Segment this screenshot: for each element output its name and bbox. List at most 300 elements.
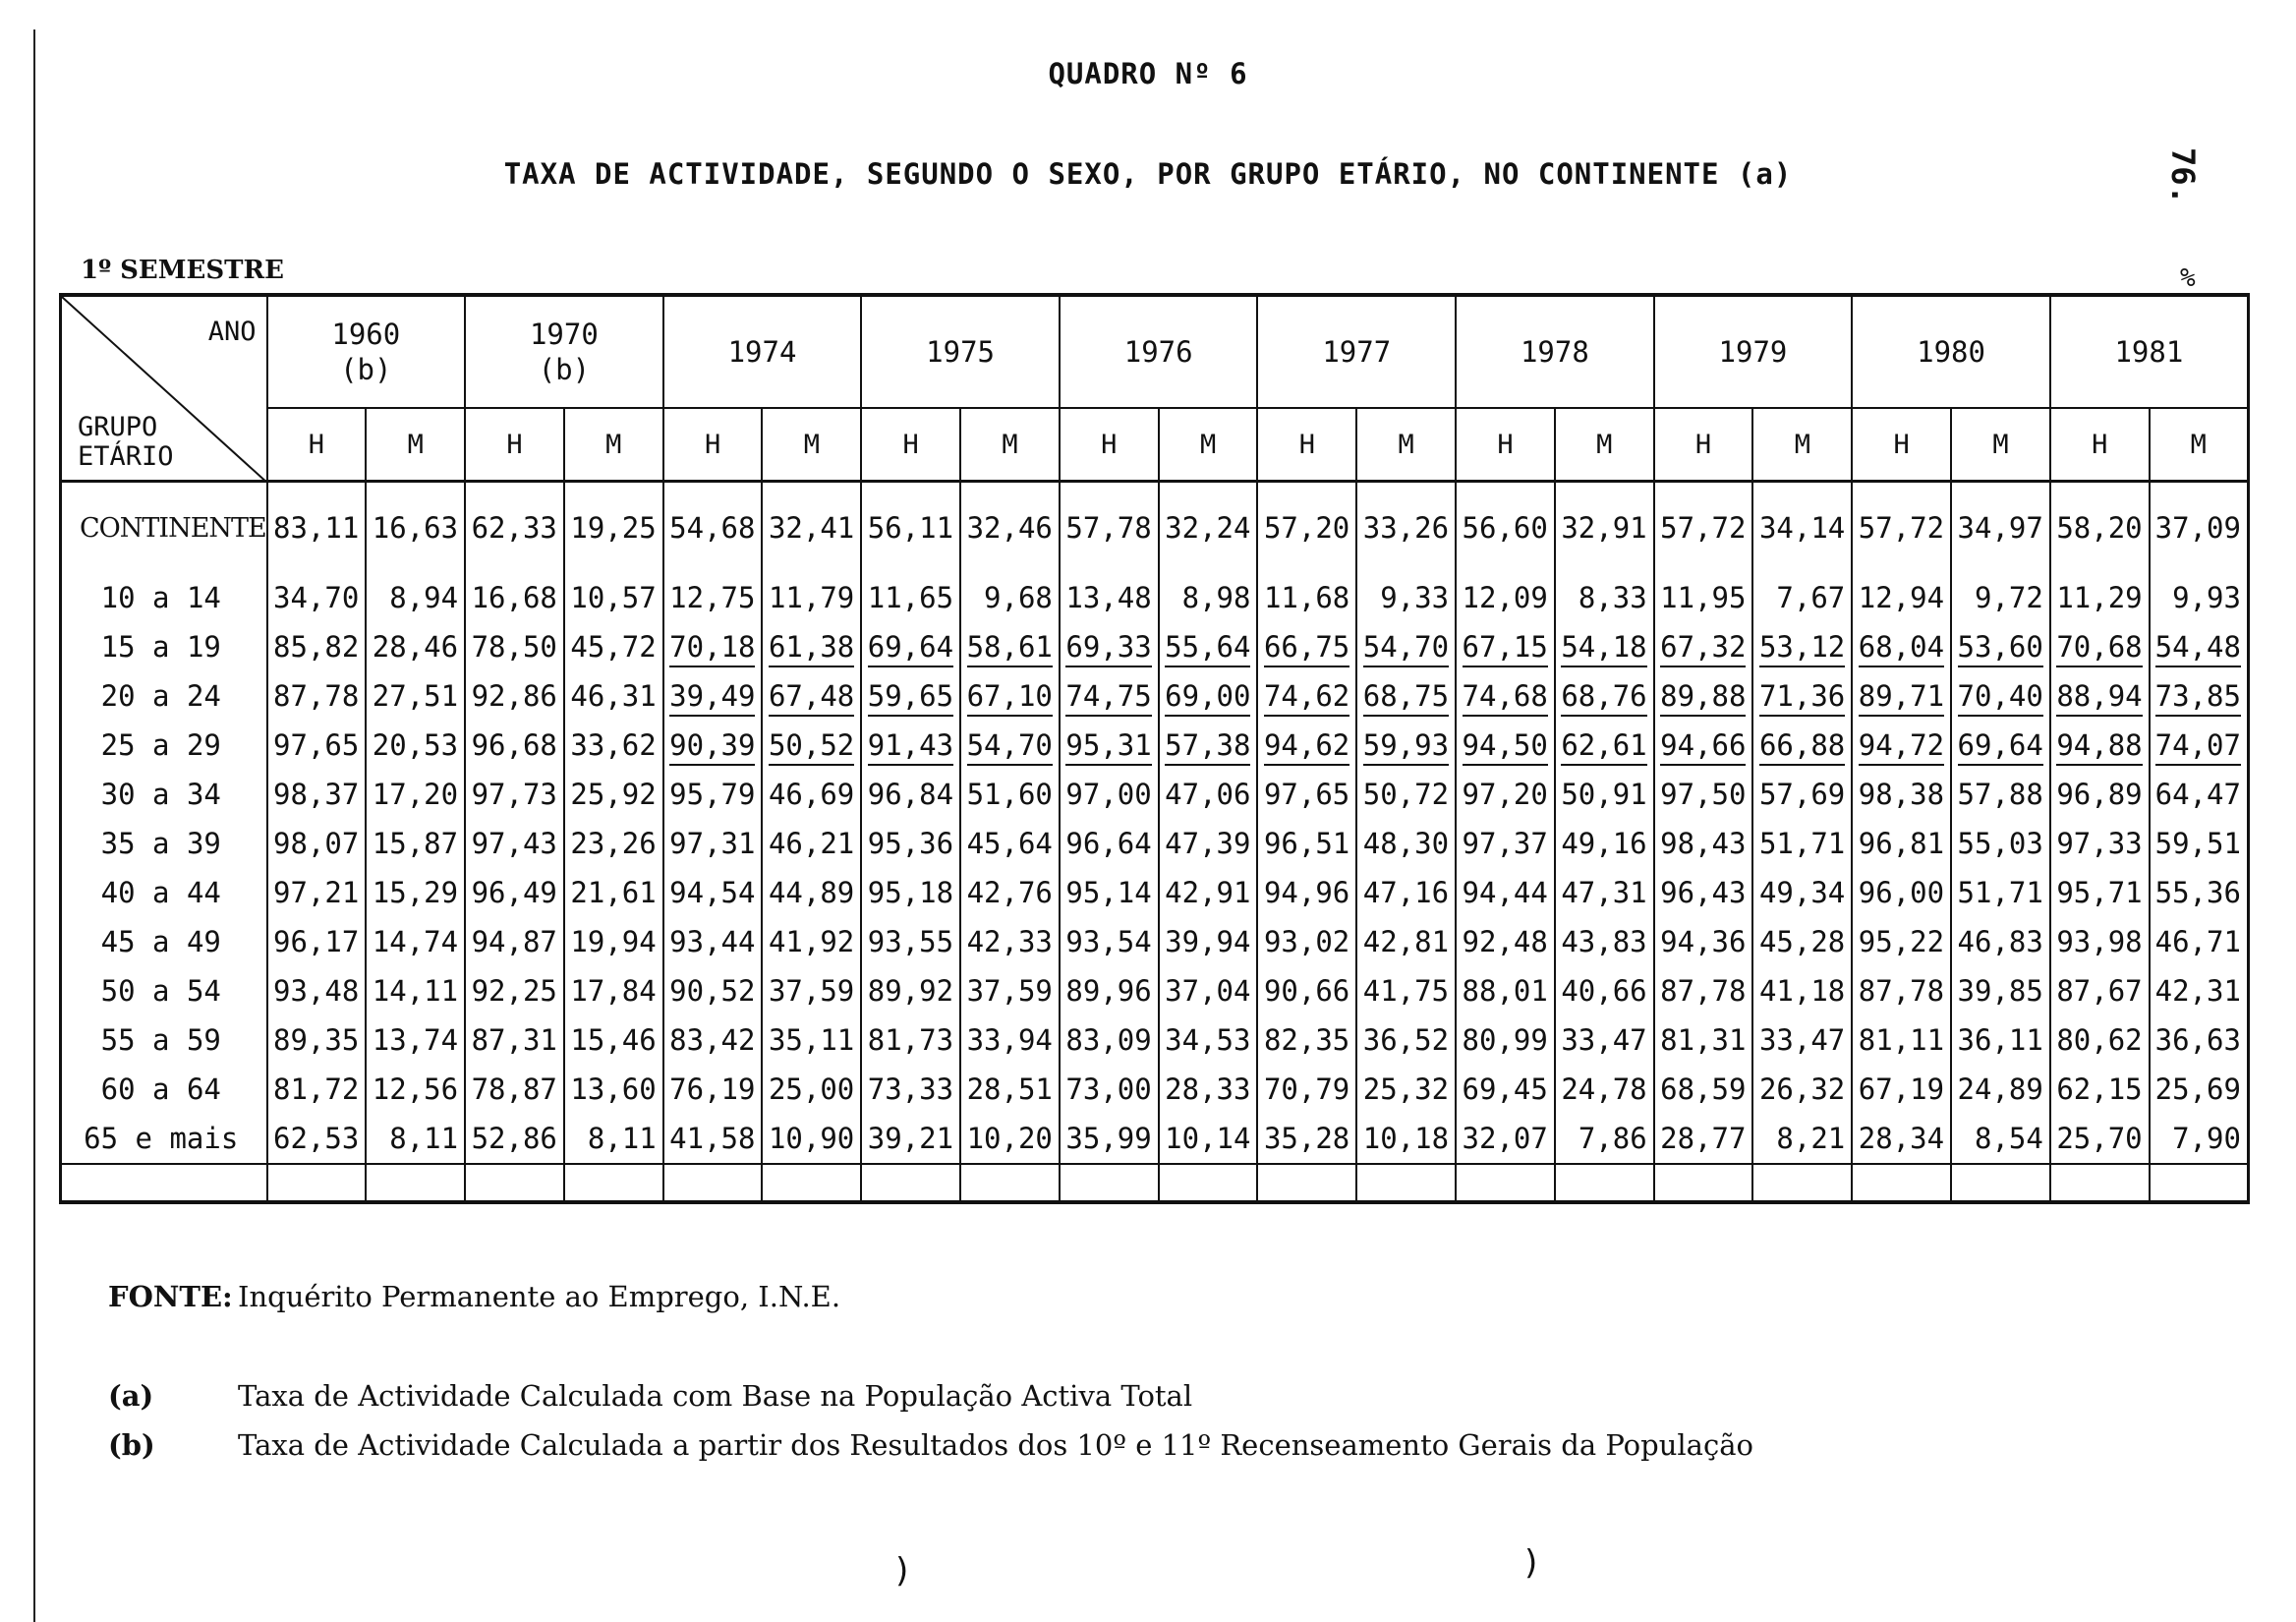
table-cell-value: 74,68 [1463,679,1548,717]
table-cell: 93,54 [1060,917,1159,966]
table-cell [1060,671,1159,721]
table-cell: 80,99 [1456,1015,1555,1065]
spacer-cell [366,1164,465,1202]
year-header: 1960 (b) [267,295,466,408]
table-cell-value: 94,62 [1264,728,1349,766]
table-cell-value: 71,36 [1759,679,1845,717]
table-cell: 42,31 [2150,966,2249,1015]
row-label: 55 a 59 [61,1015,267,1065]
table-cell: 47,31 [1555,868,1654,917]
table-cell: 32,07 [1456,1114,1555,1164]
table-cell: 89,92 [861,966,960,1015]
sex-header-m: M [762,408,861,482]
table-cell: 98,38 [1852,770,1951,819]
page-title: QUADRO Nº 6 [1048,57,1248,90]
table-cell: 78,50 [465,622,564,671]
table-cell-value: 90,39 [669,728,755,766]
row-label: 60 a 64 [61,1065,267,1114]
table-cell: 11,95 [1654,573,1753,622]
table-cell [1159,671,1258,721]
table-cell: 97,00 [1060,770,1159,819]
table-cell: 11,65 [861,573,960,622]
table-cell [2050,622,2150,671]
sex-header-h: H [465,408,564,482]
table-cell: 9,72 [1951,573,2050,622]
table-cell: 36,52 [1356,1015,1456,1065]
table-cell: 27,51 [366,671,465,721]
table-cell-value: 94,66 [1660,728,1746,766]
table-cell: 90,52 [663,966,763,1015]
table-cell-value: 67,10 [967,679,1053,717]
table-cell [762,622,861,671]
table-cell: 57,88 [1951,770,2050,819]
table-cell: 59,51 [2150,819,2249,868]
table-cell-value: 74,62 [1264,679,1349,717]
table-cell-value: 53,60 [1958,630,2043,667]
table-cell: 94,54 [663,868,763,917]
row-label: 20 a 24 [61,671,267,721]
sex-header-m: M [366,408,465,482]
table-cell: 24,89 [1951,1065,2050,1114]
table-cell-value: 73,85 [2155,679,2241,717]
table-cell: 46,83 [1951,917,2050,966]
source-note [108,1280,840,1313]
table-row [61,1015,2249,1065]
spacer-cell [1356,1164,1456,1202]
spacer-cell [61,1164,267,1202]
row-label: 15 a 19 [61,622,267,671]
table-cell-value: 55,64 [1165,630,1250,667]
year-header: 1975 [861,295,1060,408]
table-cell: 13,74 [366,1015,465,1065]
spacer-cell [267,1164,367,1202]
table-cell [1555,721,1654,770]
table-cell: 93,55 [861,917,960,966]
table-cell: 45,72 [564,622,663,671]
table-cell: 93,02 [1257,917,1356,966]
spacer-cell [663,1164,763,1202]
table-cell: 95,22 [1852,917,1951,966]
table-cell: 35,11 [762,1015,861,1065]
table-cell: 42,91 [1159,868,1258,917]
table-cell [1555,622,1654,671]
table-cell: 96,68 [465,721,564,770]
table-cell: 57,20 [1257,482,1356,574]
table-cell: 96,17 [267,917,367,966]
table-cell: 10,90 [762,1114,861,1164]
source-note-text: Inquérito Permanente ao Emprego, I.N.E. [238,1280,841,1313]
table-row [61,917,2249,966]
sex-header-m: M [2150,408,2249,482]
table-cell: 42,76 [960,868,1060,917]
table-cell [1060,721,1159,770]
table-cell-value: 59,93 [1363,728,1449,766]
table-cell: 46,21 [762,819,861,868]
table-cell-value: 54,70 [967,728,1053,766]
table-cell: 88,01 [1456,966,1555,1015]
semester-label: 1º SEMESTRE [81,256,284,285]
table-cell-value: 70,40 [1958,679,2043,717]
sex-header-h: H [1654,408,1753,482]
table-row [61,819,2249,868]
table-cell: 96,89 [2050,770,2150,819]
table-cell: 96,43 [1654,868,1753,917]
table-cell: 81,73 [861,1015,960,1065]
table-cell: 25,92 [564,770,663,819]
table-cell: 49,34 [1752,868,1852,917]
table-cell-value: 95,31 [1065,728,1151,766]
table-cell: 98,07 [267,819,367,868]
table-cell [663,671,763,721]
table-cell: 40,66 [1555,966,1654,1015]
footnote-b [108,1428,1753,1462]
table-cell: 45,28 [1752,917,1852,966]
table-cell-value: 69,64 [1958,728,2043,766]
table-cell: 62,33 [465,482,564,574]
table-cell: 7,86 [1555,1114,1654,1164]
table-cell [1951,622,2050,671]
table-cell: 33,47 [1752,1015,1852,1065]
table-cell-value: 59,65 [868,679,953,717]
table-cell: 96,84 [861,770,960,819]
table-cell-value: 68,76 [1561,679,1646,717]
footnote-a [108,1379,1192,1413]
table-cell: 46,31 [564,671,663,721]
table-cell: 56,60 [1456,482,1555,574]
table-cell: 92,48 [1456,917,1555,966]
table-cell [762,721,861,770]
table-cell: 12,75 [663,573,763,622]
table-cell: 70,79 [1257,1065,1356,1114]
table-cell: 97,65 [1257,770,1356,819]
table-cell-value: 69,33 [1065,630,1151,667]
table-cell: 33,62 [564,721,663,770]
row-label: 65 e mais [61,1114,267,1164]
table-cell [663,721,763,770]
table-cell: 97,73 [465,770,564,819]
table-cell: 12,09 [1456,573,1555,622]
row-label: 10 a 14 [61,573,267,622]
table-cell: 12,94 [1852,573,1951,622]
sex-header-h: H [2050,408,2150,482]
table-cell: 69,45 [1456,1065,1555,1114]
table-cell: 81,31 [1654,1015,1753,1065]
table-cell: 97,21 [267,868,367,917]
table-cell: 12,56 [366,1065,465,1114]
table-cell: 37,04 [1159,966,1258,1015]
table-cell: 51,71 [1951,868,2050,917]
table-cell: 16,63 [366,482,465,574]
spacer-cell [1555,1164,1654,1202]
table-cell: 8,11 [366,1114,465,1164]
spacer-cell [1159,1164,1258,1202]
table-cell: 52,86 [465,1114,564,1164]
table-cell: 8,21 [1752,1114,1852,1164]
table-cell: 95,79 [663,770,763,819]
table-cell-value: 54,70 [1363,630,1449,667]
corner-age-group-label [78,413,174,472]
table-cell-value: 58,61 [967,630,1053,667]
table-cell: 28,34 [1852,1114,1951,1164]
table-cell: 9,33 [1356,573,1456,622]
page-margin-line [33,29,35,1622]
table-cell: 93,44 [663,917,763,966]
sex-header-m: M [960,408,1060,482]
table-cell: 14,11 [366,966,465,1015]
table-cell [1951,721,2050,770]
table-cell: 8,54 [1951,1114,2050,1164]
table-cell: 98,43 [1654,819,1753,868]
table-cell: 9,93 [2150,573,2249,622]
table-cell: 9,68 [960,573,1060,622]
table-cell: 51,60 [960,770,1060,819]
table-cell [1159,622,1258,671]
footer-mark-left: ) [892,1551,913,1591]
table-cell-value: 50,52 [769,728,854,766]
table-cell-value: 68,04 [1859,630,1944,667]
table-cell: 39,21 [861,1114,960,1164]
table-cell-value: 53,12 [1759,630,1845,667]
table-cell [1060,622,1159,671]
table-bottom-spacer [61,1164,2249,1202]
table-cell [1852,622,1951,671]
table-cell: 46,69 [762,770,861,819]
table-cell: 17,84 [564,966,663,1015]
footnote-b-label: (b) [108,1428,155,1462]
table-cell: 58,20 [2050,482,2150,574]
table-cell [1951,671,2050,721]
table-cell: 87,78 [267,671,367,721]
sex-header-m: M [1356,408,1456,482]
row-label: 30 a 34 [61,770,267,819]
table-cell: 28,33 [1159,1065,1258,1114]
spacer-cell [2050,1164,2150,1202]
table-cell: 96,49 [465,868,564,917]
table-cell: 15,46 [564,1015,663,1065]
table-cell [861,671,960,721]
table-cell-value: 57,38 [1165,728,1250,766]
table-cell [861,721,960,770]
table-cell: 62,15 [2050,1065,2150,1114]
table-cell: 25,70 [2050,1114,2150,1164]
sex-header-m: M [564,408,663,482]
table-cell-value: 39,49 [669,679,755,717]
table-cell: 32,41 [762,482,861,574]
table-cell [1257,671,1356,721]
table-cell: 90,66 [1257,966,1356,1015]
table-cell: 96,81 [1852,819,1951,868]
activity-rate-table [59,293,2250,1204]
table-cell: 32,46 [960,482,1060,574]
table-cell: 81,11 [1852,1015,1951,1065]
table-cell: 93,98 [2050,917,2150,966]
table-cell: 89,35 [267,1015,367,1065]
table-cell [1852,721,1951,770]
table-cell: 32,91 [1555,482,1654,574]
table-cell-value: 67,32 [1660,630,1746,667]
table-cell: 98,37 [267,770,367,819]
table-cell: 94,87 [465,917,564,966]
table-cell: 20,53 [366,721,465,770]
table-cell: 48,30 [1356,819,1456,868]
unit-label: % [2180,263,2196,293]
table-cell-value: 94,72 [1859,728,1944,766]
table-cell: 41,75 [1356,966,1456,1015]
table-cell: 96,51 [1257,819,1356,868]
table-cell: 13,60 [564,1065,663,1114]
sex-header-h: H [663,408,763,482]
table-cell-value: 69,64 [868,630,953,667]
table-cell: 17,20 [366,770,465,819]
table-cell: 95,71 [2050,868,2150,917]
table-cell: 83,09 [1060,1015,1159,1065]
table-cell: 8,94 [366,573,465,622]
table-cell: 82,35 [1257,1015,1356,1065]
table-cell [1654,671,1753,721]
table-cell: 93,48 [267,966,367,1015]
table-cell: 33,47 [1555,1015,1654,1065]
spacer-cell [564,1164,663,1202]
table-cell: 41,92 [762,917,861,966]
table-row [61,770,2249,819]
table-cell: 8,11 [564,1114,663,1164]
table-cell [1257,721,1356,770]
table-cell: 13,48 [1060,573,1159,622]
table-cell: 33,94 [960,1015,1060,1065]
spacer-cell [861,1164,960,1202]
table-cell: 37,09 [2150,482,2249,574]
table-cell [1752,622,1852,671]
table-cell [2050,721,2150,770]
table-cell: 73,33 [861,1065,960,1114]
table-cell [1752,671,1852,721]
table-cell-value: 62,61 [1561,728,1646,766]
table-cell-value: 94,88 [2056,728,2142,766]
table-cell: 24,78 [1555,1065,1654,1114]
table-cell: 35,28 [1257,1114,1356,1164]
year-header: 1970 (b) [465,295,663,408]
table-cell: 14,74 [366,917,465,966]
sex-header-h: H [1060,408,1159,482]
table-cell-value: 88,94 [2056,679,2142,717]
table-cell [1852,671,1951,721]
table-row [61,721,2249,770]
table-cell: 15,87 [366,819,465,868]
table-cell: 21,61 [564,868,663,917]
table-cell: 76,19 [663,1065,763,1114]
year-header: 1976 [1060,295,1258,408]
table-cell [2150,721,2249,770]
table-cell: 97,50 [1654,770,1753,819]
row-label: 45 a 49 [61,917,267,966]
table-cell: 49,16 [1555,819,1654,868]
sex-header-h: H [861,408,960,482]
table-cell: 73,00 [1060,1065,1159,1114]
corner-year-label: ANO [207,317,257,347]
table-cell: 85,82 [267,622,367,671]
row-label: 40 a 44 [61,868,267,917]
spacer-cell [1257,1164,1356,1202]
table-row [61,966,2249,1015]
table-cell: 50,91 [1555,770,1654,819]
table-cell: 28,46 [366,622,465,671]
table-cell: 83,42 [663,1015,763,1065]
table-cell: 28,77 [1654,1114,1753,1164]
table-cell [1752,721,1852,770]
row-label: 25 a 29 [61,721,267,770]
table-cell: 39,94 [1159,917,1258,966]
table-cell: 41,18 [1752,966,1852,1015]
table-cell: 15,29 [366,868,465,917]
table-cell: 25,00 [762,1065,861,1114]
table-cell: 45,64 [960,819,1060,868]
table-cell: 54,68 [663,482,763,574]
sex-header-h: H [1257,408,1356,482]
table-cell-value: 66,75 [1264,630,1349,667]
table-cell-value: 74,75 [1065,679,1151,717]
spacer-cell [1852,1164,1951,1202]
page-number: 76. [2164,147,2202,204]
table-cell-value: 54,18 [1561,630,1646,667]
table-cell: 87,31 [465,1015,564,1065]
table-cell: 47,39 [1159,819,1258,868]
year-header: 1979 [1654,295,1853,408]
spacer-cell [960,1164,1060,1202]
table-cell [2150,671,2249,721]
table-cell: 62,53 [267,1114,367,1164]
table-cell: 16,68 [465,573,564,622]
spacer-cell [465,1164,564,1202]
table-cell [1356,721,1456,770]
sex-header-m: M [1555,408,1654,482]
year-header: 1978 [1456,295,1654,408]
table-cell: 57,72 [1654,482,1753,574]
table-cell-value: 61,38 [769,630,854,667]
table-cell [1654,622,1753,671]
table-cell: 87,78 [1852,966,1951,1015]
spacer-cell [1951,1164,2050,1202]
table-cell: 42,33 [960,917,1060,966]
table-cell: 37,59 [762,966,861,1015]
table-cell: 28,51 [960,1065,1060,1114]
table-cell: 33,26 [1356,482,1456,574]
table-cell: 39,85 [1951,966,2050,1015]
table-cell: 44,89 [762,868,861,917]
table-cell: 92,25 [465,966,564,1015]
table-corner-header [61,295,267,482]
table-cell-value: 69,00 [1165,679,1250,717]
table-cell [663,622,763,671]
table-cell: 97,20 [1456,770,1555,819]
table-cell: 78,87 [465,1065,564,1114]
corner-age-group-line1: GRUPO [78,412,158,442]
table-cell: 56,11 [861,482,960,574]
table-cell: 43,83 [1555,917,1654,966]
spacer-cell [1654,1164,1753,1202]
table-cell: 55,36 [2150,868,2249,917]
table-cell: 97,33 [2050,819,2150,868]
table-cell-value: 89,88 [1660,679,1746,717]
table-cell: 36,11 [1951,1015,2050,1065]
table-row [61,868,2249,917]
table-cell: 34,53 [1159,1015,1258,1065]
table-cell: 46,71 [2150,917,2249,966]
table-row [61,622,2249,671]
table-cell [1456,721,1555,770]
table-cell: 11,68 [1257,573,1356,622]
table-cell: 23,26 [564,819,663,868]
table-cell: 25,69 [2150,1065,2249,1114]
